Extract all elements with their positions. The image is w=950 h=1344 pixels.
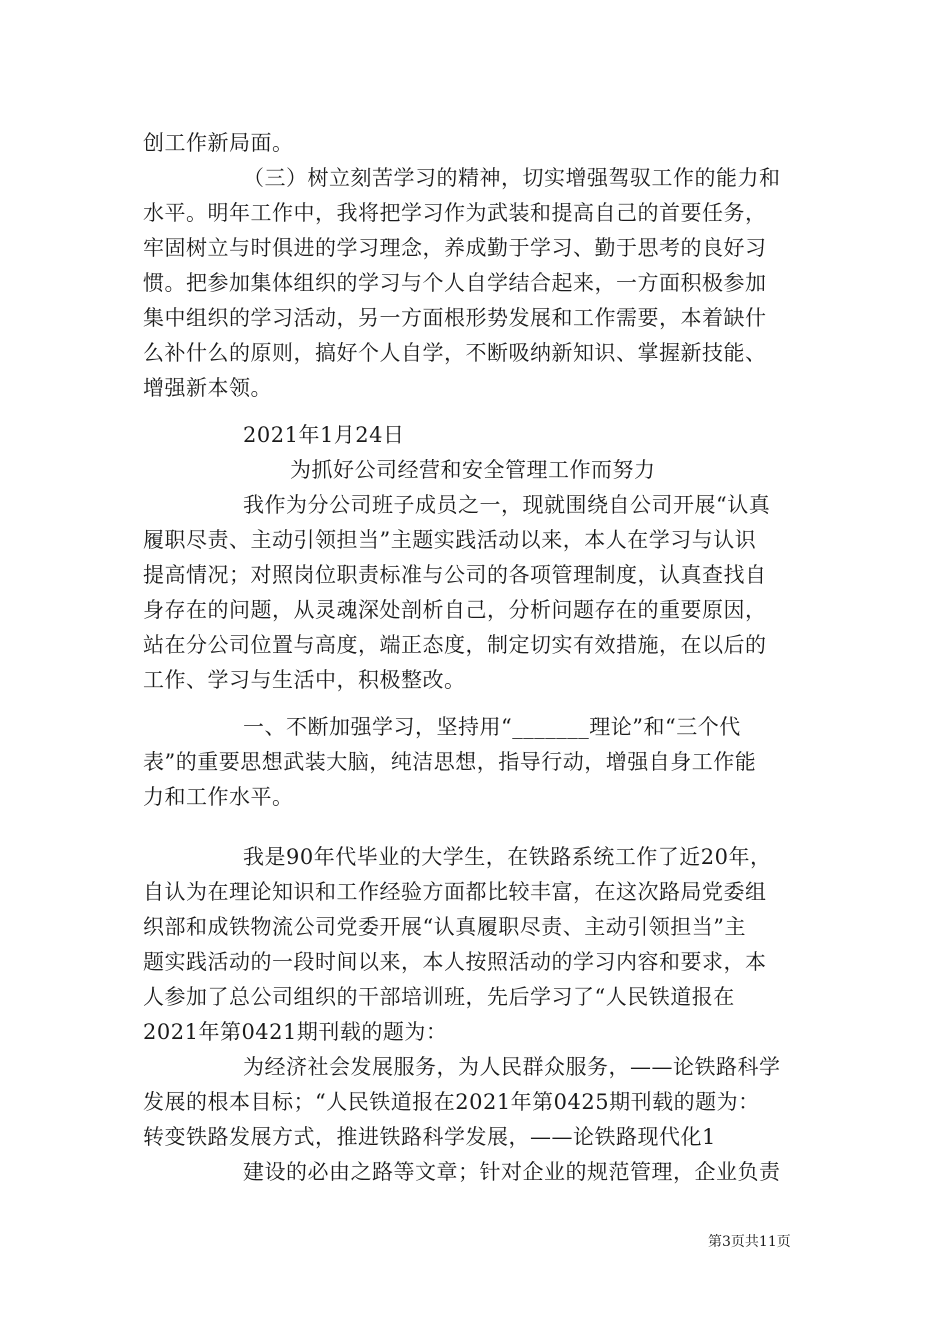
text-line: 身存在的问题，从灵魂深处剖析自己，分析问题存在的重要原因， xyxy=(143,598,767,622)
text-line: 站在分公司位置与高度，端正态度，制定切实有效措施，在以后的 xyxy=(143,633,767,657)
text-line: 一、不断加强学习，坚持用“_______理论”和“三个代 xyxy=(243,715,741,739)
date-line: 2021年1月24日 xyxy=(243,423,405,447)
text-line: 力和工作水平。 xyxy=(143,785,294,809)
text-line: 么补什么的原则，搞好个人自学，不断吸纳新知识、掌握新技能、 xyxy=(143,341,767,365)
text-line: 我是90年代毕业的大学生，在铁路系统工作了近20年， xyxy=(243,845,772,869)
text-line: 我作为分公司班子成员之一，现就围绕自公司开展“认真 xyxy=(243,493,771,517)
text-line: 创工作新局面。 xyxy=(143,131,294,155)
section-heading: 为抓好公司经营和安全管理工作而努力 xyxy=(290,458,656,482)
text-line: 工作、学习与生活中，积极整改。 xyxy=(143,668,466,692)
text-line: 题实践活动的一段时间以来，本人按照活动的学习内容和要求，本 xyxy=(143,950,767,974)
text-line: 自认为在理论知识和工作经验方面都比较丰富，在这次路局党委组 xyxy=(143,880,767,904)
text-line: 提高情况；对照岗位职责标准与公司的各项管理制度，认真查找自 xyxy=(143,563,767,587)
text-line: 惯。把参加集体组织的学习与个人自学结合起来，一方面积极参加 xyxy=(143,271,767,295)
text-line: （三）树立刻苦学习的精神，切实增强驾驭工作的能力和 xyxy=(243,166,781,190)
text-line: 集中组织的学习活动，另一方面根形势发展和工作需要，本着缺什 xyxy=(143,306,767,330)
text-line: 2021年第0421期刊载的题为： xyxy=(143,1020,448,1044)
text-line: 发展的根本目标；“人民铁道报在2021年第0425期刊载的题为： xyxy=(143,1090,760,1114)
text-line: 牢固树立与时俱进的学习理念，养成勤于学习、勤于思考的良好习 xyxy=(143,236,767,260)
text-line: 水平。明年工作中，我将把学习作为武装和提高自己的首要任务， xyxy=(143,201,767,225)
text-line: 为经济社会发展服务，为人民群众服务，——论铁路科学 xyxy=(243,1055,781,1079)
text-line: 人参加了总公司组织的干部培训班，先后学习了“人民铁道报在 xyxy=(143,985,735,1009)
text-line: 表”的重要思想武装大脑，纯洁思想，指导行动，增强自身工作能 xyxy=(143,750,757,774)
text-line: 增强新本领。 xyxy=(143,376,272,400)
text-line: 履职尽责、主动引领担当”主题实践活动以来，本人在学习与认识 xyxy=(143,528,757,552)
text-line: 转变铁路发展方式，推进铁路科学发展，——论铁路现代化1 xyxy=(143,1125,716,1149)
text-line: 织部和成铁物流公司党委开展“认真履职尽责、主动引领担当”主 xyxy=(143,915,746,939)
page-number-footer: 第3页共11页 xyxy=(708,1234,791,1250)
text-line: 建设的必由之路等文章；针对企业的规范管理，企业负责 xyxy=(243,1160,781,1184)
